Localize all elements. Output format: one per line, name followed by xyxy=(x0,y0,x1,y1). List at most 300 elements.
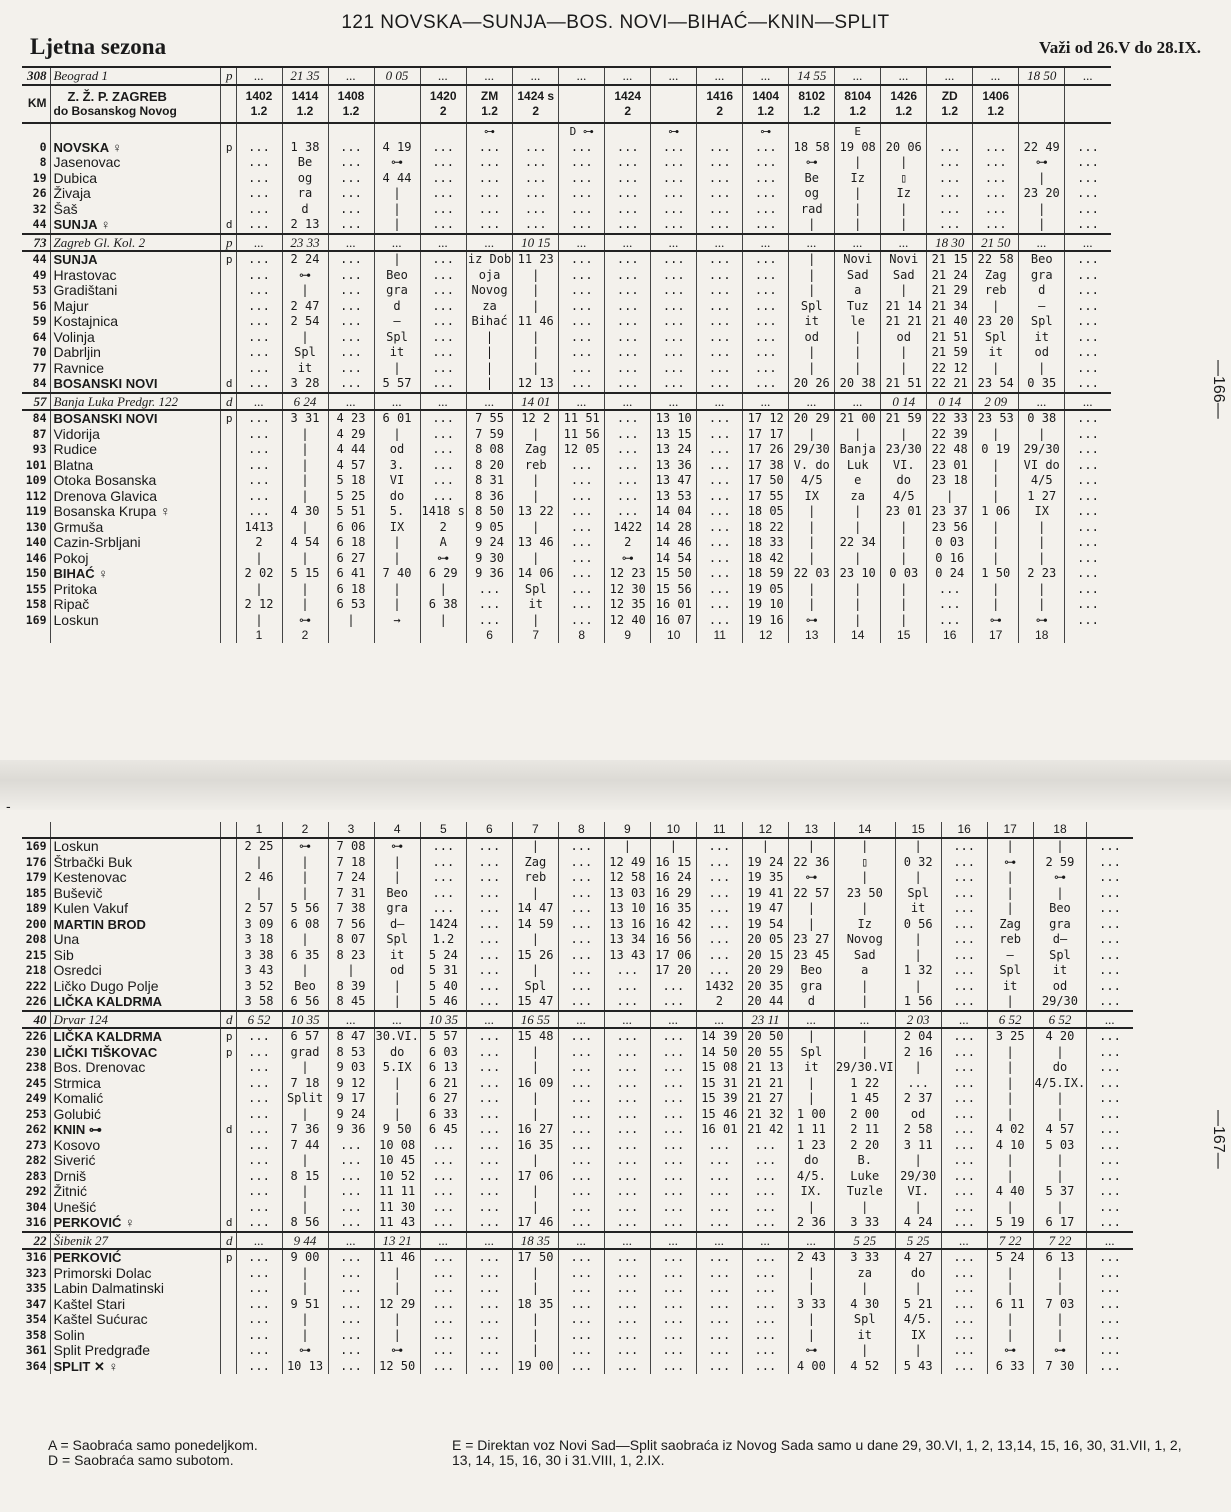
time-cell: ... xyxy=(651,345,697,361)
time-cell: ... xyxy=(1087,855,1133,871)
time-cell: ... xyxy=(650,1328,696,1344)
time-cell: ... xyxy=(559,613,605,629)
time-cell: ... xyxy=(328,1215,374,1232)
time-cell: a xyxy=(834,963,895,979)
time-cell: | xyxy=(834,838,895,855)
column-index: 14 xyxy=(835,628,881,643)
time-cell: | xyxy=(881,535,927,551)
time-cell: | xyxy=(282,1328,328,1344)
time-cell: ... xyxy=(374,393,420,411)
train-symbol: ⊶ xyxy=(743,123,789,140)
time-cell: ... xyxy=(651,202,697,218)
time-cell: ... xyxy=(236,1138,282,1154)
time-cell: | xyxy=(895,1281,941,1297)
time-cell: ⊶ xyxy=(987,855,1033,871)
station-name: NOVSKA ♀ xyxy=(50,140,220,156)
time-cell: ... xyxy=(743,345,789,361)
time-cell: do xyxy=(1033,1060,1087,1076)
station-name: Primorski Dolac xyxy=(50,1266,220,1282)
time-cell: ... xyxy=(558,1232,604,1250)
station-name: Strmica xyxy=(50,1076,220,1092)
time-cell: ... xyxy=(605,504,651,520)
time-cell: ... xyxy=(236,1215,282,1232)
time-cell: | xyxy=(895,932,941,948)
time-cell: 9 50 xyxy=(374,1122,420,1138)
time-cell: ... xyxy=(604,1045,650,1061)
time-cell: 2 47 xyxy=(282,299,328,315)
time-cell: ... xyxy=(941,1076,987,1092)
time-cell: ... xyxy=(466,917,512,933)
time-cell: ... xyxy=(650,1232,696,1250)
time-cell: ... xyxy=(420,67,466,85)
time-cell: ... xyxy=(236,393,282,411)
time-cell: 17 06 xyxy=(650,948,696,964)
time-cell: 4/5.IX. xyxy=(1034,1075,1086,1090)
time-cell: ... xyxy=(328,361,374,377)
time-cell: ... xyxy=(604,1312,650,1328)
time-cell: 18 35 xyxy=(512,1232,558,1250)
time-cell: ... xyxy=(1065,140,1111,156)
time-cell: | xyxy=(881,283,927,299)
time-cell: | xyxy=(328,963,374,979)
km-cell: 109 xyxy=(25,473,47,488)
time-cell: ... xyxy=(466,597,512,613)
time-cell: ... xyxy=(604,1297,650,1313)
arr-dep-marker xyxy=(220,283,236,299)
time-cell: 19 41 xyxy=(742,886,788,902)
time-cell: | xyxy=(834,979,895,995)
time-cell: it xyxy=(834,1328,895,1344)
column-index: 4 xyxy=(374,822,420,838)
time-cell: 1422 xyxy=(605,520,651,536)
time-cell: 16 35 xyxy=(650,901,696,917)
time-cell: ... xyxy=(466,1343,512,1359)
station-row xyxy=(22,870,1133,886)
time-cell: | xyxy=(282,458,328,474)
time-cell: ... xyxy=(466,613,512,629)
station-row xyxy=(22,1297,1133,1313)
time-cell: it xyxy=(513,597,559,613)
station-name: LIČKI TIŠKOVAC xyxy=(50,1045,220,1061)
time-cell: 1413 xyxy=(236,520,282,536)
time-cell: ... xyxy=(328,1138,374,1154)
train-class: 2 xyxy=(439,103,447,118)
time-cell: | xyxy=(881,613,927,629)
time-cell: ... xyxy=(650,1184,696,1200)
time-cell: ... xyxy=(605,458,651,474)
time-cell: ... xyxy=(742,1297,788,1313)
index-blank xyxy=(220,822,236,838)
time-cell: ... xyxy=(559,520,605,536)
time-cell: ... xyxy=(927,582,973,598)
time-cell: ... xyxy=(420,1232,466,1250)
time-cell: Tuz xyxy=(835,299,881,315)
time-cell: ... xyxy=(1065,535,1111,551)
train-number: 1406 xyxy=(982,88,1010,103)
time-cell: 13 24 xyxy=(651,442,697,458)
time-cell: ... xyxy=(466,948,512,964)
time-cell: Beo xyxy=(282,979,328,995)
time-cell: V. do xyxy=(789,458,835,474)
station-name: BOSANSKI NOVI xyxy=(50,376,220,393)
time-cell: ... xyxy=(651,314,697,330)
station-name: MARTIN BROD xyxy=(50,917,220,933)
km-cell: 56 xyxy=(32,298,47,313)
km-cell: 323 xyxy=(25,1265,47,1280)
time-cell: 6 41 xyxy=(328,566,374,582)
time-cell: ... xyxy=(697,504,743,520)
time-cell: | xyxy=(374,855,420,871)
station-row xyxy=(22,489,1111,505)
time-cell: ... xyxy=(605,410,651,427)
time-cell: 4 52 xyxy=(834,1359,895,1375)
time-cell: | xyxy=(1019,535,1065,551)
time-cell: 0 14 xyxy=(881,393,927,411)
station-row xyxy=(22,202,1111,218)
time-cell: ... xyxy=(1065,345,1111,361)
time-cell: VI do xyxy=(1019,458,1065,474)
km-cell: 253 xyxy=(25,1106,47,1121)
time-cell: reb xyxy=(987,932,1033,948)
time-cell: ... xyxy=(236,427,282,443)
time-cell: | xyxy=(835,330,881,346)
time-cell: ... xyxy=(513,67,559,85)
time-cell: ... xyxy=(558,1045,604,1061)
train-number: 1424 s xyxy=(517,88,555,103)
time-cell: ... xyxy=(651,268,697,284)
time-cell: 19 00 xyxy=(512,1359,558,1375)
km-cell: 32 xyxy=(32,201,47,216)
time-cell: ⊶ xyxy=(788,1343,834,1359)
time-cell: | xyxy=(1033,1169,1087,1185)
time-cell: ... xyxy=(559,155,605,171)
time-cell: — xyxy=(987,948,1033,964)
time-cell: ... xyxy=(743,299,789,315)
time-cell: 4 54 xyxy=(282,535,328,551)
time-cell: 10 45 xyxy=(374,1153,420,1169)
time-cell: Beo xyxy=(1019,251,1065,268)
time-cell: | xyxy=(895,1200,941,1216)
time-cell: IX xyxy=(374,520,420,536)
time-cell: 29/30 xyxy=(895,1169,941,1185)
column-index: 8 xyxy=(558,822,604,838)
time-cell: 14 59 xyxy=(512,917,558,933)
time-cell: 2 xyxy=(696,994,742,1011)
column-index: 17 xyxy=(987,822,1033,838)
time-cell: ... xyxy=(941,917,987,933)
time-cell: ... xyxy=(696,917,742,933)
time-cell: 3 28 xyxy=(282,376,328,393)
connection-row xyxy=(22,1232,1133,1250)
station-name: Kaštel Stari xyxy=(50,1297,220,1313)
time-cell: | xyxy=(374,427,420,443)
time-cell: | xyxy=(973,582,1019,598)
symbol-row xyxy=(22,123,1111,140)
index-blank xyxy=(220,628,236,643)
station-name: Majur xyxy=(50,299,220,315)
time-cell: ... xyxy=(696,1184,742,1200)
time-cell: do xyxy=(895,1266,941,1282)
time-cell: ... xyxy=(420,1312,466,1328)
station-name: Bos. Drenovac xyxy=(50,1060,220,1076)
time-cell: ... xyxy=(650,994,696,1011)
time-cell: IX xyxy=(895,1328,941,1344)
time-cell: reb xyxy=(973,283,1019,299)
time-cell: 6 45 xyxy=(420,1122,466,1138)
column-index: 11 xyxy=(696,822,742,838)
time-cell: ... xyxy=(696,932,742,948)
station-row xyxy=(22,1138,1133,1154)
time-cell: ... xyxy=(236,283,282,299)
time-cell: | xyxy=(513,299,559,315)
time-cell: 6 53 xyxy=(328,597,374,613)
time-cell: ... xyxy=(941,1359,987,1375)
time-cell: ... xyxy=(697,155,743,171)
time-cell: 10 35 xyxy=(420,1011,466,1029)
time-cell: od xyxy=(1019,345,1065,361)
time-cell: 21 42 xyxy=(742,1122,788,1138)
time-cell: 4 02 xyxy=(987,1122,1033,1138)
time-cell: ... xyxy=(696,948,742,964)
time-cell: ... xyxy=(466,1045,512,1061)
time-cell: 18 30 xyxy=(927,234,973,252)
time-cell: it xyxy=(789,314,835,330)
time-cell: 21 29 xyxy=(927,283,973,299)
time-cell: ... xyxy=(697,186,743,202)
time-cell: ... xyxy=(743,283,789,299)
train-number: 1404 xyxy=(752,88,780,103)
time-cell: ... xyxy=(420,1153,466,1169)
time-cell: 9 24 xyxy=(328,1107,374,1123)
time-cell: 4 30 xyxy=(834,1297,895,1313)
time-cell: | xyxy=(650,838,696,855)
column-index: 9 xyxy=(605,628,651,643)
station-name: Drvar 124 xyxy=(50,1011,220,1029)
time-cell: ... xyxy=(604,1343,650,1359)
station-name: Blatna xyxy=(50,458,220,474)
time-cell: | xyxy=(987,1091,1033,1107)
time-cell: ... xyxy=(559,140,605,156)
time-cell: ... xyxy=(420,1343,466,1359)
time-cell: 2 03 xyxy=(895,1011,941,1029)
time-cell: ... xyxy=(604,1011,650,1029)
time-cell: ... xyxy=(1065,217,1111,234)
time-cell: ... xyxy=(420,268,466,284)
km-cell: 273 xyxy=(25,1137,47,1152)
time-cell: 17 50 xyxy=(743,473,789,489)
arr-dep-marker xyxy=(220,155,236,171)
time-cell: | xyxy=(788,1281,834,1297)
time-cell: 8 45 xyxy=(328,994,374,1011)
time-cell: ... xyxy=(696,1215,742,1232)
time-cell: 5 51 xyxy=(328,504,374,520)
time-cell: ... xyxy=(466,886,512,902)
time-cell: | xyxy=(881,345,927,361)
time-cell: | xyxy=(835,551,881,567)
station-name: SPLIT ✕ ♀ xyxy=(50,1359,220,1375)
km-cell: 308 xyxy=(22,67,50,85)
time-cell: ... xyxy=(466,979,512,995)
time-cell: ... xyxy=(466,186,512,202)
time-cell: ... xyxy=(696,1169,742,1185)
time-cell: | xyxy=(895,870,941,886)
time-cell: 1 50 xyxy=(973,566,1019,582)
time-cell: za xyxy=(835,489,881,505)
time-cell: 12 05 xyxy=(559,442,605,458)
time-cell: ... xyxy=(1065,504,1111,520)
time-cell: | xyxy=(788,1028,834,1045)
time-cell: | xyxy=(881,520,927,536)
time-cell: | xyxy=(987,838,1033,855)
connection-row xyxy=(22,393,1111,411)
time-cell: 7 44 xyxy=(282,1138,328,1154)
time-cell: 23 18 xyxy=(927,473,973,489)
time-cell: | xyxy=(789,345,835,361)
station-name: Volinja xyxy=(50,330,220,346)
train-symbol xyxy=(697,123,743,140)
time-cell: ra xyxy=(282,186,328,202)
time-cell: 16 35 xyxy=(512,1138,558,1154)
station-name: Solin xyxy=(50,1328,220,1344)
time-cell: ... xyxy=(328,1011,374,1029)
train-symbol xyxy=(881,123,927,140)
time-cell: | xyxy=(789,597,835,613)
time-cell: ... xyxy=(328,1328,374,1344)
station-row xyxy=(22,361,1111,377)
time-cell: | xyxy=(282,489,328,505)
time-cell: 5 15 xyxy=(282,566,328,582)
time-cell: | xyxy=(512,1060,558,1076)
time-cell: 11 46 xyxy=(374,1249,420,1266)
time-cell: 1432 xyxy=(696,979,742,995)
time-cell: ... xyxy=(236,314,282,330)
station-row xyxy=(22,1312,1133,1328)
time-cell: gra xyxy=(788,979,834,995)
time-cell: 1 23 xyxy=(788,1138,834,1154)
station-row xyxy=(22,520,1111,536)
time-cell: ... xyxy=(466,1122,512,1138)
train-class: 2 xyxy=(532,103,540,118)
time-cell: 17 55 xyxy=(743,489,789,505)
station-row xyxy=(22,410,1111,427)
time-cell: ... xyxy=(696,1359,742,1375)
train-class: 1.2 xyxy=(250,103,268,118)
station-row xyxy=(22,217,1111,234)
time-cell: ... xyxy=(559,330,605,346)
time-cell: ... xyxy=(420,870,466,886)
time-cell: ... xyxy=(834,1011,895,1029)
time-cell: 3 43 xyxy=(236,963,282,979)
train-column-header xyxy=(466,85,512,123)
time-cell: od xyxy=(881,330,927,346)
time-cell: | xyxy=(1033,1107,1087,1123)
time-cell: ... xyxy=(941,1184,987,1200)
time-cell: ... xyxy=(558,870,604,886)
time-cell: 22 48 xyxy=(927,442,973,458)
km-cell: 361 xyxy=(25,1343,47,1358)
time-cell: | xyxy=(788,838,834,855)
time-cell: ... xyxy=(328,140,374,156)
column-index: 2 xyxy=(282,822,328,838)
time-cell: 16 09 xyxy=(512,1076,558,1092)
time-cell: ... xyxy=(420,140,466,156)
time-cell: 13 53 xyxy=(651,489,697,505)
time-cell: ... xyxy=(1065,67,1111,85)
time-cell: 5 24 xyxy=(420,948,466,964)
time-cell: | xyxy=(282,870,328,886)
time-cell: | xyxy=(512,1281,558,1297)
time-cell: rad xyxy=(789,202,835,218)
time-cell: | xyxy=(513,283,559,299)
time-cell: od xyxy=(374,963,420,979)
arr-dep-marker xyxy=(220,1138,236,1154)
time-cell: og xyxy=(789,186,835,202)
column-index: 12 xyxy=(742,822,788,838)
time-cell: ... xyxy=(420,393,466,411)
time-cell: 0 24 xyxy=(927,566,973,582)
column-index: 15 xyxy=(881,628,927,643)
time-cell: 5 46 xyxy=(420,994,466,1011)
time-cell: ... xyxy=(558,886,604,902)
time-cell: ... xyxy=(466,393,512,411)
time-cell: ... xyxy=(328,202,374,218)
time-cell: oja xyxy=(466,268,512,284)
time-cell: ... xyxy=(604,1107,650,1123)
time-cell: | xyxy=(835,504,881,520)
time-cell: 14 50 xyxy=(696,1045,742,1061)
time-cell: 0 16 xyxy=(927,551,973,567)
time-cell: 23 56 xyxy=(927,520,973,536)
station-row xyxy=(22,330,1111,346)
time-cell: Zag xyxy=(512,855,558,871)
time-cell: 9 36 xyxy=(328,1122,374,1138)
time-cell: 14 01 xyxy=(513,393,559,411)
column-index: 7 xyxy=(513,628,559,643)
time-cell: 4/5 xyxy=(789,473,835,489)
time-cell: 21 34 xyxy=(927,299,973,315)
time-cell: 15 08 xyxy=(696,1060,742,1076)
time-cell: ... xyxy=(1087,1107,1133,1123)
time-cell: Novog xyxy=(834,932,895,948)
time-cell: | xyxy=(834,1343,895,1359)
time-cell: ... xyxy=(466,155,512,171)
time-cell: 21 21 xyxy=(742,1076,788,1092)
time-cell: VI. xyxy=(881,458,927,474)
time-cell: 7 55 xyxy=(466,410,512,427)
time-cell: ... xyxy=(420,1266,466,1282)
train-class: 1.2 xyxy=(849,103,867,118)
time-cell: Beo xyxy=(374,268,420,284)
time-cell: ... xyxy=(558,1359,604,1375)
time-cell: 9 24 xyxy=(466,535,512,551)
time-cell: ... xyxy=(420,171,466,187)
time-cell: ... xyxy=(466,1184,512,1200)
time-cell: ... xyxy=(743,67,789,85)
time-cell: ... xyxy=(558,1122,604,1138)
time-cell: ... xyxy=(236,1359,282,1375)
time-cell: | xyxy=(374,251,420,268)
time-cell: ... xyxy=(236,410,282,427)
time-cell: ... xyxy=(466,217,512,234)
time-cell: Spl xyxy=(788,1045,834,1061)
time-cell: | xyxy=(512,1153,558,1169)
blank xyxy=(22,123,50,140)
time-cell: ... xyxy=(941,1343,987,1359)
time-cell: ... xyxy=(1087,1281,1133,1297)
time-cell: 0 19 xyxy=(973,442,1019,458)
time-cell: ... xyxy=(559,393,605,411)
column-index: 3 xyxy=(328,822,374,838)
